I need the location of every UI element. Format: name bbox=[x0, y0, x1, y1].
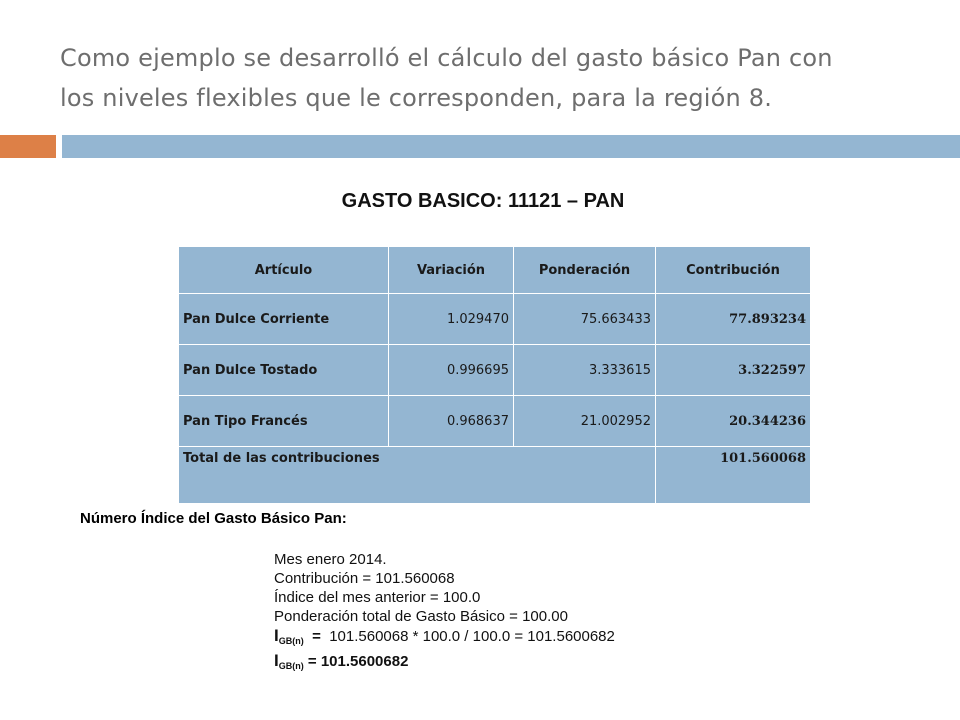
formula-symbol: I bbox=[274, 626, 279, 645]
cell-ponderacion: 3.333615 bbox=[514, 345, 656, 396]
formula-subscript: GB(n) bbox=[278, 636, 304, 646]
calc-previous-index: Índice del mes anterior = 100.0 bbox=[274, 589, 481, 606]
table-row bbox=[179, 294, 811, 345]
cell-articulo: Pan Dulce Corriente bbox=[179, 294, 389, 345]
contribution-table bbox=[178, 246, 811, 504]
total-label: Total de las contribuciones bbox=[179, 447, 656, 504]
header-variacion: Variación bbox=[389, 247, 514, 294]
calc-formula bbox=[274, 626, 615, 651]
calc-contribution: Contribución = 101.560068 bbox=[274, 570, 455, 587]
cell-contribucion: 77.893234 bbox=[656, 294, 811, 345]
header-articulo: Artículo bbox=[179, 247, 389, 294]
result-value: = 101.5600682 bbox=[307, 653, 409, 670]
formula-equals: = bbox=[312, 628, 321, 645]
index-heading: Número Índice del Gasto Básico Pan: bbox=[80, 510, 347, 527]
table-total-row bbox=[179, 447, 811, 504]
slide-title bbox=[60, 38, 920, 118]
result-symbol: I bbox=[274, 651, 279, 670]
header-contribucion: Contribución bbox=[656, 247, 811, 294]
total-value: 101.560068 bbox=[656, 447, 811, 504]
accent-bar-orange bbox=[0, 135, 56, 158]
cell-articulo: Pan Tipo Francés bbox=[179, 396, 389, 447]
cell-variacion: 0.996695 bbox=[389, 345, 514, 396]
cell-variacion: 1.029470 bbox=[389, 294, 514, 345]
calc-result bbox=[274, 651, 615, 676]
table-row bbox=[179, 396, 811, 447]
header-ponderacion: Ponderación bbox=[514, 247, 656, 294]
result-subscript: GB(n) bbox=[278, 661, 304, 671]
slide-title-line-2: los niveles flexibles que le corresponden, para la región 8. bbox=[60, 84, 773, 112]
calc-month: Mes enero 2014. bbox=[274, 551, 387, 568]
table-row bbox=[179, 345, 811, 396]
table-caption: GASTO BASICO: 11121 – PAN bbox=[341, 190, 625, 212]
cell-ponderacion: 21.002952 bbox=[514, 396, 656, 447]
cell-variacion: 0.968637 bbox=[389, 396, 514, 447]
slide-title-line-1: Como ejemplo se desarrolló el cálculo del gasto básico Pan con bbox=[60, 44, 833, 72]
cell-contribucion: 3.322597 bbox=[656, 345, 811, 396]
calc-total-weight: Ponderación total de Gasto Básico = 100.00 bbox=[274, 608, 568, 625]
formula-expression: 101.560068 * 100.0 / 100.0 = 101.5600682 bbox=[329, 628, 615, 645]
cell-contribucion: 20.344236 bbox=[656, 396, 811, 447]
table-header-row bbox=[179, 247, 811, 294]
cell-articulo: Pan Dulce Tostado bbox=[179, 345, 389, 396]
calculation-block bbox=[274, 550, 615, 676]
cell-ponderacion: 75.663433 bbox=[514, 294, 656, 345]
accent-bar-blue bbox=[62, 135, 960, 158]
